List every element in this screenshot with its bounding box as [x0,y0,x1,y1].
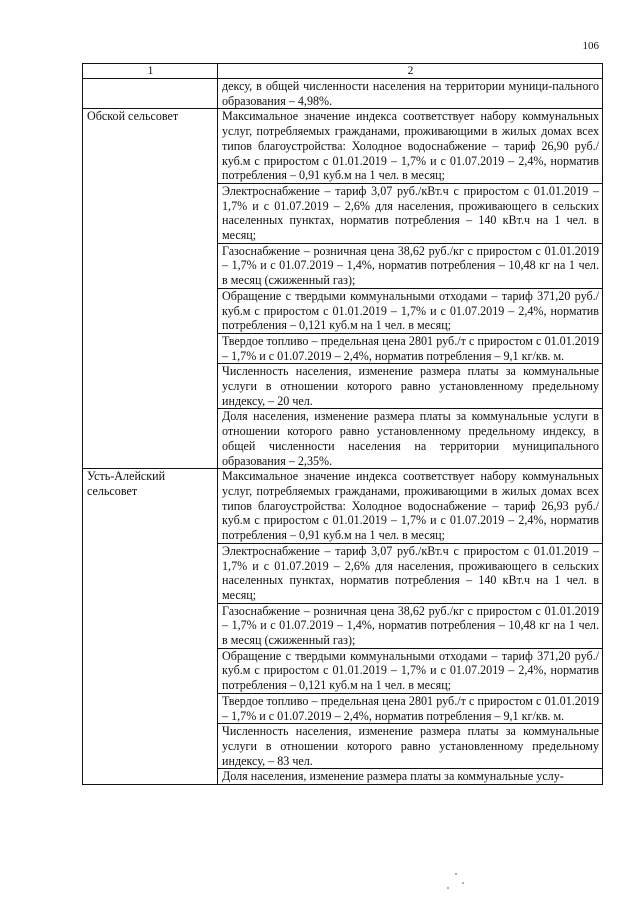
municipality-name: Усть-Алейский сельсовет [83,469,218,785]
index-description [218,79,603,109]
description-paragraph: Твердое топливо – предельная цена 2801 руб./т с приростом с 01.01.2019 – 1,7% и с 01.07.2019 – 2,4%, норматив потребления – 9,1 кг/кв. м. [218,693,602,723]
description-paragraph: Газоснабжение – розничная цена 38,62 руб./кг с приростом с 01.01.2019 – 1,7% и с 01.07.2019 – 1,4%, норматив потребления – 10,48 кг на 1 чел. в месяц (сжиженный газ); [218,243,602,288]
description-paragraph: Обращение с твердыми коммунальными отходами – тариф 371,20 руб./куб.м с приростом с 01.01.2019 – 1,7% и с 01.07.2019 – 2,4%, норматив потребления – 0,121 куб.м на 1 чел. в месяц; [218,288,602,333]
description-paragraph: дексу, в общей численности населения на территории муници-пального образования – 4,98%. [222,79,599,108]
description-paragraph: Твердое топливо – предельная цена 2801 руб./т с приростом с 01.01.2019 – 1,7% и с 01.07.2019 – 2,4%, норматив потребления – 9,1 кг/кв. м. [218,333,602,363]
description-paragraph: Максимальное значение индекса соответствует набору коммунальных услуг, потребляемых гражданами, проживающими в жилых домах всех типов благоустройства: Холодное водоснабжение – тариф 26,93 руб./куб.м с приростом с 01.01.2019 – 1,7% и с 01.07.2019 – 2,4%, норматив потребления – 0,91 куб.м на 1 чел. в месяц; [222,469,599,543]
table-row [83,469,603,785]
description-paragraph: Доля населения, изменение размера платы за коммунальные услу- [218,768,602,784]
description-paragraph: Обращение с твердыми коммунальными отходами – тариф 371,20 руб./куб.м с приростом с 01.01.2019 – 1,7% и с 01.07.2019 – 2,4%, норматив потребления – 0,121 куб.м на 1 чел. в месяц; [218,648,602,693]
table-row [83,79,603,109]
description-paragraph: Максимальное значение индекса соответствует набору коммунальных услуг, потребляемых гражданами, проживающими в жилых домах всех типов благоустройства: Холодное водоснабжение – тариф 26,90 руб./куб.м с приростом с 01.01.2019 – 1,7% и с 01.07.2019 – 2,4%, норматив потребления – 0,91 куб.м на 1 чел. в месяц; [222,109,599,183]
scan-speck [455,873,457,875]
column-header-1: 1 [83,64,218,79]
indices-table [82,63,603,785]
page-number: 106 [582,40,599,52]
municipality-name: Обской сельсовет [83,109,218,469]
description-paragraph: Доля населения, изменение размера платы за коммунальные услуги в отношении которого равно установленному предельному индексу, в общей численности населения на территории муниципального образования – 2,35%. [218,408,602,468]
scan-speck [447,887,449,889]
index-description [218,109,603,469]
description-paragraph: Численность населения, изменение размера платы за коммунальные услуги в отношении которого равно установленному предельному индексу, – 20 чел. [218,363,602,408]
table-row [83,109,603,469]
description-paragraph: Численность населения, изменение размера платы за коммунальные услуги в отношении которого равно установленному предельному индексу, – 83 чел. [218,723,602,768]
column-header-2: 2 [218,64,603,79]
description-paragraph: Электроснабжение – тариф 3,07 руб./кВт.ч с приростом с 01.01.2019 – 1,7% и с 01.07.2019 – 2,6% для населения, проживающего в сельских населенных пунктах, норматив потребления – 140 кВт.ч на 1 чел. в месяц; [218,183,602,243]
municipality-name [83,79,218,109]
description-paragraph: Электроснабжение – тариф 3,07 руб./кВт.ч с приростом с 01.01.2019 – 1,7% и с 01.07.2019 – 2,6% для населения, проживающего в сельских населенных пунктах, норматив потребления – 140 кВт.ч на 1 чел. в месяц; [218,543,602,603]
index-description [218,469,603,785]
description-paragraph: Газоснабжение – розничная цена 38,62 руб./кг с приростом с 01.01.2019 – 1,7% и с 01.07.2019 – 1,4%, норматив потребления – 10,48 кг на 1 чел. в месяц (сжиженный газ); [218,603,602,648]
scan-speck [462,882,464,884]
table-header-row [83,64,603,79]
